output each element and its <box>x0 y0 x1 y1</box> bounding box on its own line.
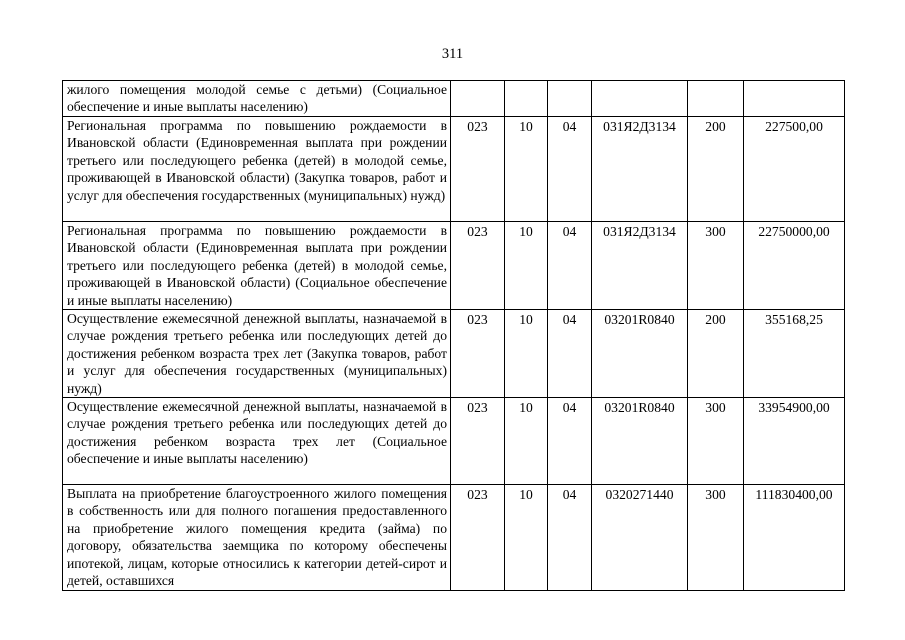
ministry-code: 023 <box>451 398 505 485</box>
target-article-code: 0320271440 <box>592 485 688 590</box>
expense-type-code: 300 <box>688 222 744 310</box>
expense-type-code: 200 <box>688 310 744 398</box>
section-code: 10 <box>505 310 548 398</box>
section-code: 10 <box>505 117 548 222</box>
amount-value: 355168,25 <box>744 310 845 398</box>
ministry-code: 023 <box>451 310 505 398</box>
expense-type-code: 300 <box>688 398 744 485</box>
section-code: 10 <box>505 222 548 310</box>
amount-value <box>744 81 845 117</box>
subsection-code: 04 <box>548 310 592 398</box>
ministry-code <box>451 81 505 117</box>
amount-value: 33954900,00 <box>744 398 845 485</box>
table-row <box>63 222 845 310</box>
subsection-code <box>548 81 592 117</box>
table-row <box>63 398 845 485</box>
amount-value: 22750000,00 <box>744 222 845 310</box>
row-description: Выплата на приобретение благоустроенного жилого помещения в собственность или для полного погашения предоставленного на приобретение жилого помещения кредита (займа) по договору, обязательства заемщика по которому обеспечены ипотекой, лицам, которые относились к категории детей-сирот и детей, оставшихся <box>63 485 451 590</box>
section-code: 10 <box>505 485 548 590</box>
budget-table <box>62 80 845 591</box>
section-code <box>505 81 548 117</box>
subsection-code: 04 <box>548 398 592 485</box>
target-article-code: 03201R0840 <box>592 398 688 485</box>
ministry-code: 023 <box>451 117 505 222</box>
row-description: Осуществление ежемесячной денежной выплаты, назначаемой в случае рождения третьего ребенка или последующих детей до достижения ребенком возраста трех лет (Социальное обеспечение и иные выплаты населению) <box>63 398 451 485</box>
ministry-code: 023 <box>451 485 505 590</box>
subsection-code: 04 <box>548 222 592 310</box>
table-row <box>63 81 845 117</box>
page-number: 311 <box>441 46 464 62</box>
row-description: Осуществление ежемесячной денежной выплаты, назначаемой в случае рождения третьего ребенка или последующих детей до достижения ребенком возраста трех лет (Закупка товаров, работ и услуг для обеспечения государственных (муниципальных) нужд) <box>63 310 451 398</box>
expense-type-code: 300 <box>688 485 744 590</box>
row-description: жилого помещения молодой семье с детьми) (Социальное обеспечение и иные выплаты населению) <box>63 81 451 117</box>
table-row <box>63 485 845 590</box>
subsection-code: 04 <box>548 117 592 222</box>
target-article-code: 031Я2Д3134 <box>592 117 688 222</box>
table-row <box>63 117 845 222</box>
target-article-code: 03201R0840 <box>592 310 688 398</box>
amount-value: 111830400,00 <box>744 485 845 590</box>
target-article-code: 031Я2Д3134 <box>592 222 688 310</box>
target-article-code <box>592 81 688 117</box>
ministry-code: 023 <box>451 222 505 310</box>
amount-value: 227500,00 <box>744 117 845 222</box>
section-code: 10 <box>505 398 548 485</box>
table-row <box>63 310 845 398</box>
subsection-code: 04 <box>548 485 592 590</box>
row-description: Региональная программа по повышению рождаемости в Ивановской области (Единовременная выплата при рождении третьего или последующего ребенка (детей) в молодой семье, проживающей в Ивановской области) (Социальное обеспечение и иные выплаты населению) <box>63 222 451 310</box>
expense-type-code: 200 <box>688 117 744 222</box>
row-description: Региональная программа по повышению рождаемости в Ивановской области (Единовременная выплата при рождении третьего или последующего ребенка (детей) в молодой семье, проживающей в Ивановской области) (Закупка товаров, работ и услуг для обеспечения государственных (муниципальных) нужд) <box>63 117 451 222</box>
expense-type-code <box>688 81 744 117</box>
